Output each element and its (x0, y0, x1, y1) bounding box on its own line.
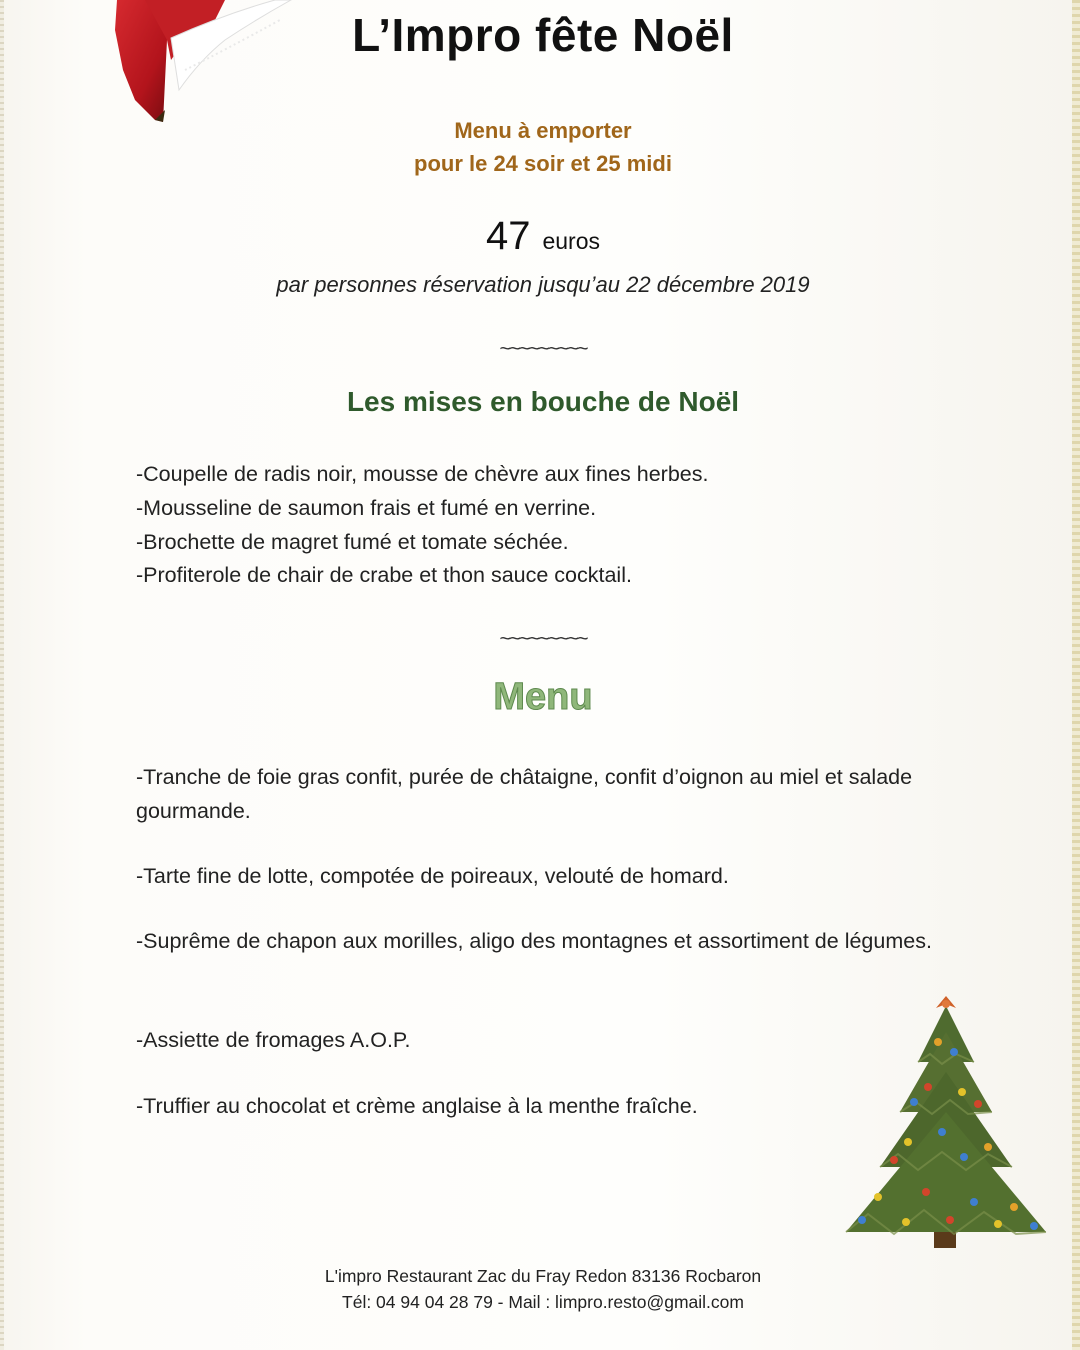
list-item: -Coupelle de radis noir, mousse de chèvre aux fines herbes. (136, 462, 709, 486)
page-title: L’Impro fête Noël (352, 9, 734, 61)
subtitle-dates: pour le 24 soir et 25 midi (414, 151, 672, 176)
footer-address: L'impro Restaurant Zac du Fray Redon 83136 Rocbaron (324, 1266, 762, 1286)
separator: ~~~~~~~~~ (499, 338, 587, 360)
footer-contact: Tél: 04 94 04 28 79 - Mail : limpro.resto@gmail.com (342, 1292, 744, 1312)
reservation-note: par personnes réservation jusqu’au 22 décembre 2019 (276, 272, 810, 297)
paper-edge-right (1072, 0, 1080, 1350)
price-unit: euros (542, 228, 601, 254)
christmas-tree-icon (838, 992, 1054, 1250)
list-item: -Profiterole de chair de crabe et thon sauce cocktail. (136, 563, 632, 587)
list-item: -Assiette de fromages A.O.P. (136, 1028, 411, 1052)
paper-edge-left (0, 0, 4, 1350)
list-item: -Tarte fine de lotte, compotée de poireaux, velouté de homard. (136, 864, 729, 888)
menu-title: Menu (493, 676, 593, 718)
separator: ~~~~~~~~~ (499, 628, 587, 650)
list-item: -Tranche de foie gras confit, purée de châtaigne, confit d’oignon au miel et salade gourmande. (136, 765, 913, 823)
amuse-bouche-title: Les mises en bouche de Noël (346, 386, 740, 417)
list-item: -Suprême de chapon aux morilles, aligo des montagnes et assortiment de légumes. (136, 929, 932, 953)
list-item: -Truffier au chocolat et crème anglaise à la menthe fraîche. (136, 1094, 698, 1118)
subtitle-takeaway: Menu à emporter (454, 118, 632, 143)
price-value: 47 (485, 214, 531, 258)
price (0, 214, 1080, 259)
list-item: -Mousseline de saumon frais et fumé en verrine. (136, 496, 597, 520)
list-item: -Brochette de magret fumé et tomate séchée. (136, 530, 569, 554)
